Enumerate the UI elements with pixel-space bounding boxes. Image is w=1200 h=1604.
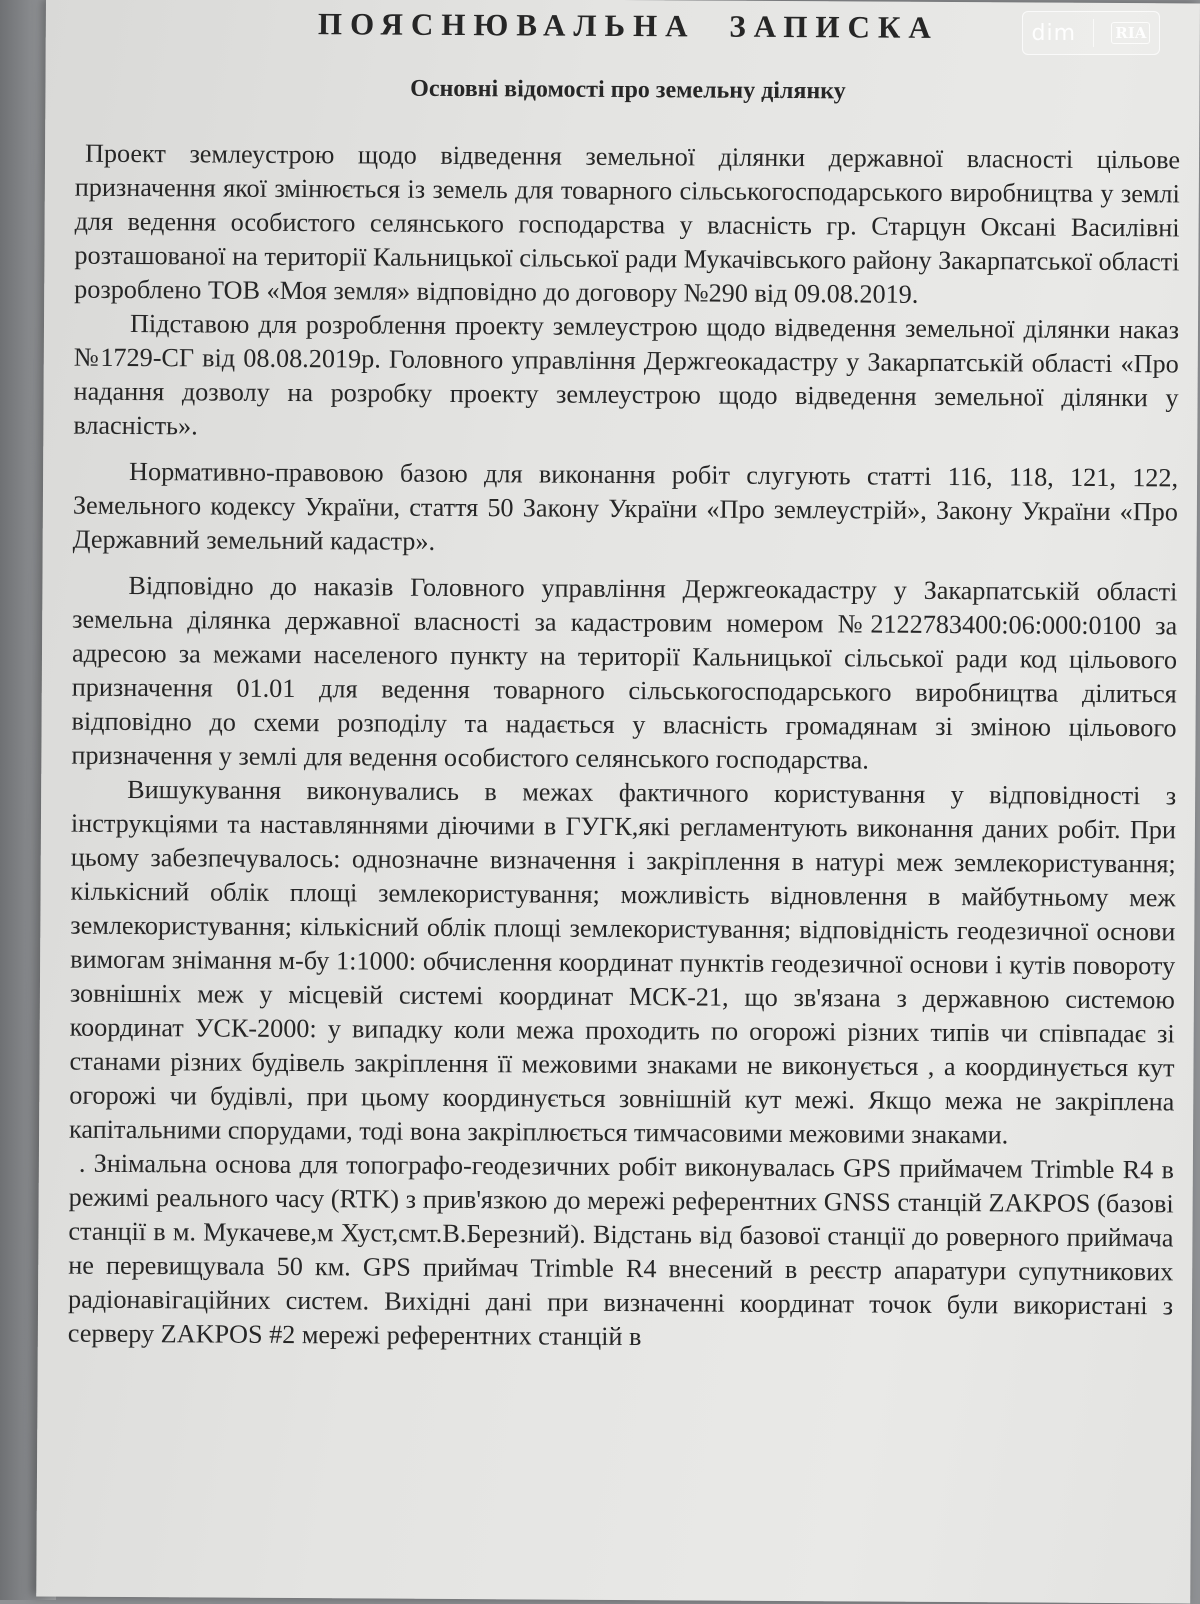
paragraph-legal-basis: Нормативно-правовою базою для виконання робіт слугують статті 116, 118, 121, 122, Земельного кодексу України, стаття 50 Закону України «Про землеустрій», Закону України «Про Державний земельний кадастр». <box>72 456 1179 556</box>
document-content <box>68 0 1181 1357</box>
paragraph-gps: . Знімальна основа для топографо-геодезичних робіт виконувалась GPS приймачем Trimble R4 в режимі реального часу (RTK) з прив'язкою до мережі референтних GNSS станцій ZAKPOS (базові станції в м. Мукачеве,м Хуст,смт.В.Березний). Відстань від базової станції до роверного приймача не перевищувала 50 км. GPS приймач Trimble R4 внесений в реєстр апаратури супутникових радіонавігаційних систем. Вихідні дані при визначенні координат точок були використані з серверу ZAKPOS #2 мережі референтних станцій в <box>67 1148 1174 1352</box>
document-subtitle: Основні відомості про земельну ділянку <box>410 75 846 105</box>
document-title: ПОЯСНЮВАЛЬНА ЗАПИСКА <box>317 6 939 45</box>
watermark-divider <box>1093 19 1094 47</box>
watermark-brand: dim <box>1031 20 1077 46</box>
document-page <box>36 0 1200 1603</box>
watermark-logo: RIA <box>1111 22 1150 44</box>
paragraph-survey: Вишукування виконувались в межах фактичного користування у відповідності з інструкціями та наставляннями діючими в ГУГК,які регламентують виконання даних робіт. При цьому забезпечувалось: однозначне визначення і закріплення в натурі меж землекористування; кількісний облік площі землекористування; можливість відновлення в майбутньому меж землекористування; кількісний облік площі землекористування; відповідність геодезичної основи вимогам знімання м-бу 1:1000: обчислення координат пунктів геодезичної основи і кутів повороту зовнішніх меж у місцевій системі координат МСК-21, що зв'язана з державною системою координат УСК-2000: у випадку коли межа проходить по огорожі різних типів чи співпадає зі станами різних будівель закріплення її межовими знаками не виконується , а координується кут огорожі чи будівлі, при цьому координується зовнішній кут межі. Якщо межа не закріплена капітальними спорудами, тоді вона закріплюється тимчасовими межовими знаками. <box>69 774 1177 1150</box>
document-body <box>68 137 1180 1358</box>
paragraph-orders: Відповідно до наказів Головного управління Держгеокадастру у Закарпатській області земельна ділянка державної власності за кадастровим номером №2122783400:06:000:0100 за адресою за межами населеного пункту на території Кальницької сільської ради код цільового призначення 01.01 для ведення товарного сільськогосподарського виробництва ділиться відповідно до схеми розподілу та надається у власність громадянам зі зміною цільового призначення у землі для ведення особистого селянського господарства. <box>71 570 1178 775</box>
dimria-watermark <box>1022 11 1160 55</box>
paragraph-basis: Підставою для розроблення проекту землеустрою щодо відведення земельної ділянки наказ №1729-СГ від 08.08.2019р. Головного управління Держгеокадастру у Закарпатській області «Про надання дозволу на розробку проекту землеустрою щодо відведення земельної ділянки у власність». <box>73 308 1180 441</box>
paragraph-project-description: Проект землеустрою щодо відведення земельної ділянки державної власності цільове призначення якої змінюється із земель для товарного сільськогосподарського виробництва у землі для ведення особистого селянського господарства у власність гр. Старцун Оксані Василівні розташованої на території Кальницької сільської ради Мукачівського району Закарпатської області розроблено ТОВ «Моя земля» відповідно до договору №290 від 09.08.2019. <box>74 138 1181 309</box>
